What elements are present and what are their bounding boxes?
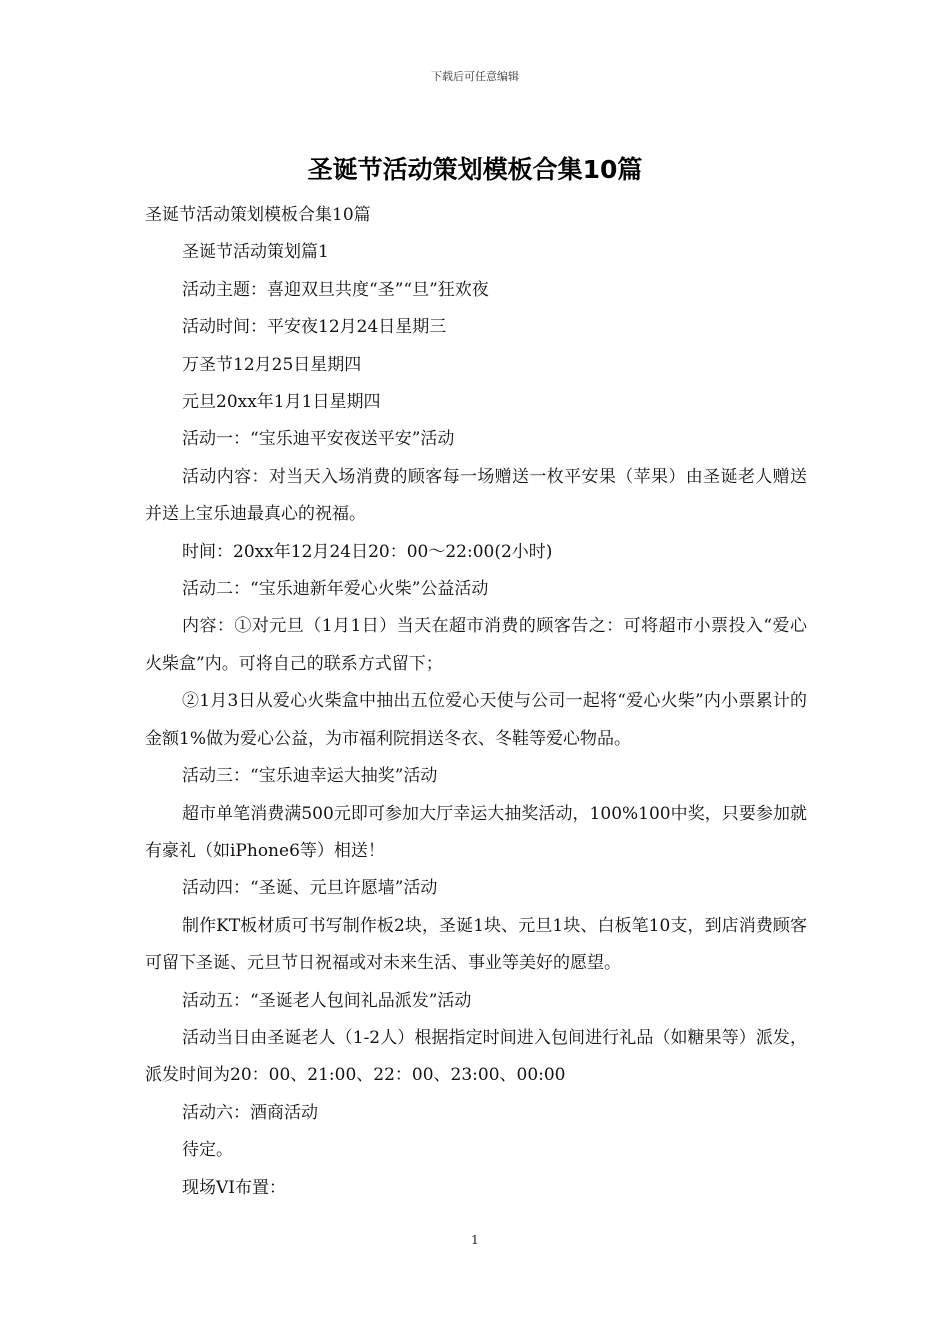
paragraph: 现场VI布置：	[182, 1177, 286, 1198]
paragraph: 万圣节12月25日星期四	[182, 354, 362, 375]
document-title: 圣诞节活动策划模板合集10篇	[307, 155, 643, 184]
paragraph: 活动三：“宝乐迪幸运大抽奖”活动	[182, 766, 438, 787]
paragraph: 活动二：“宝乐迪新年爱心火柴”公益活动	[182, 579, 489, 600]
paragraph: 活动时间：平安夜12月24日星期三	[182, 317, 447, 338]
paragraph: ②1月3日从爱心火柴盒中抽出五位爱心天使与公司一起将“爱心火柴”内小票累计的金额1%做为爱心公益，为市福利院捐送冬衣、冬鞋等爱心物品。	[145, 691, 807, 749]
document-body	[145, 197, 807, 1207]
paragraph: 活动当日由圣诞老人（1-2人）根据指定时间进入包间进行礼品（如糖果等）派发，派发时间为20：00、21:00、22：00、23:00、00:00	[145, 1027, 807, 1086]
paragraph: 内容：①对元旦（1月1日）当天在超市消费的顾客告之：可将超市小票投入“爱心火柴盒”内。可将自己的联系方式留下；	[145, 616, 807, 674]
page-header: 下载后可任意编辑	[431, 70, 519, 83]
paragraph: 活动五：“圣诞老人包间礼品派发”活动	[182, 990, 472, 1011]
paragraph: 活动四：“圣诞、元旦许愿墙”活动	[182, 878, 438, 899]
paragraph: 超市单笔消费满500元即可参加大厅幸运大抽奖活动，100%100中奖，只要参加就有豪礼（如iPhone6等）相送！	[145, 803, 807, 861]
paragraph: 元旦20xx年1月1日星期四	[182, 392, 381, 413]
paragraph: 制作KT板材质可书写制作板2块，圣诞1块、元旦1块、白板笔10支，到店消费顾客可留下圣诞、元旦节日祝福或对未来生活、事业等美好的愿望。	[145, 915, 807, 974]
paragraph: 活动内容：对当天入场消费的顾客每一场赠送一枚平安果（苹果）由圣诞老人赠送并送上宝乐迪最真心的祝福。	[145, 466, 807, 525]
paragraph: 圣诞节活动策划篇1	[182, 242, 329, 263]
paragraph: 圣诞节活动策划模板合集10篇	[145, 205, 371, 225]
paragraph: 活动一：“宝乐迪平安夜送平安”活动	[182, 429, 455, 450]
paragraph: 时间：20xx年12月24日20：00～22:00(2小时)	[182, 541, 553, 562]
page-number: 1	[471, 1233, 479, 1247]
paragraph: 活动主题：喜迎双旦共度“圣”“旦”狂欢夜	[182, 279, 489, 300]
paragraph: 活动六：酒商活动	[182, 1102, 318, 1123]
paragraph: 待定。	[182, 1140, 233, 1161]
